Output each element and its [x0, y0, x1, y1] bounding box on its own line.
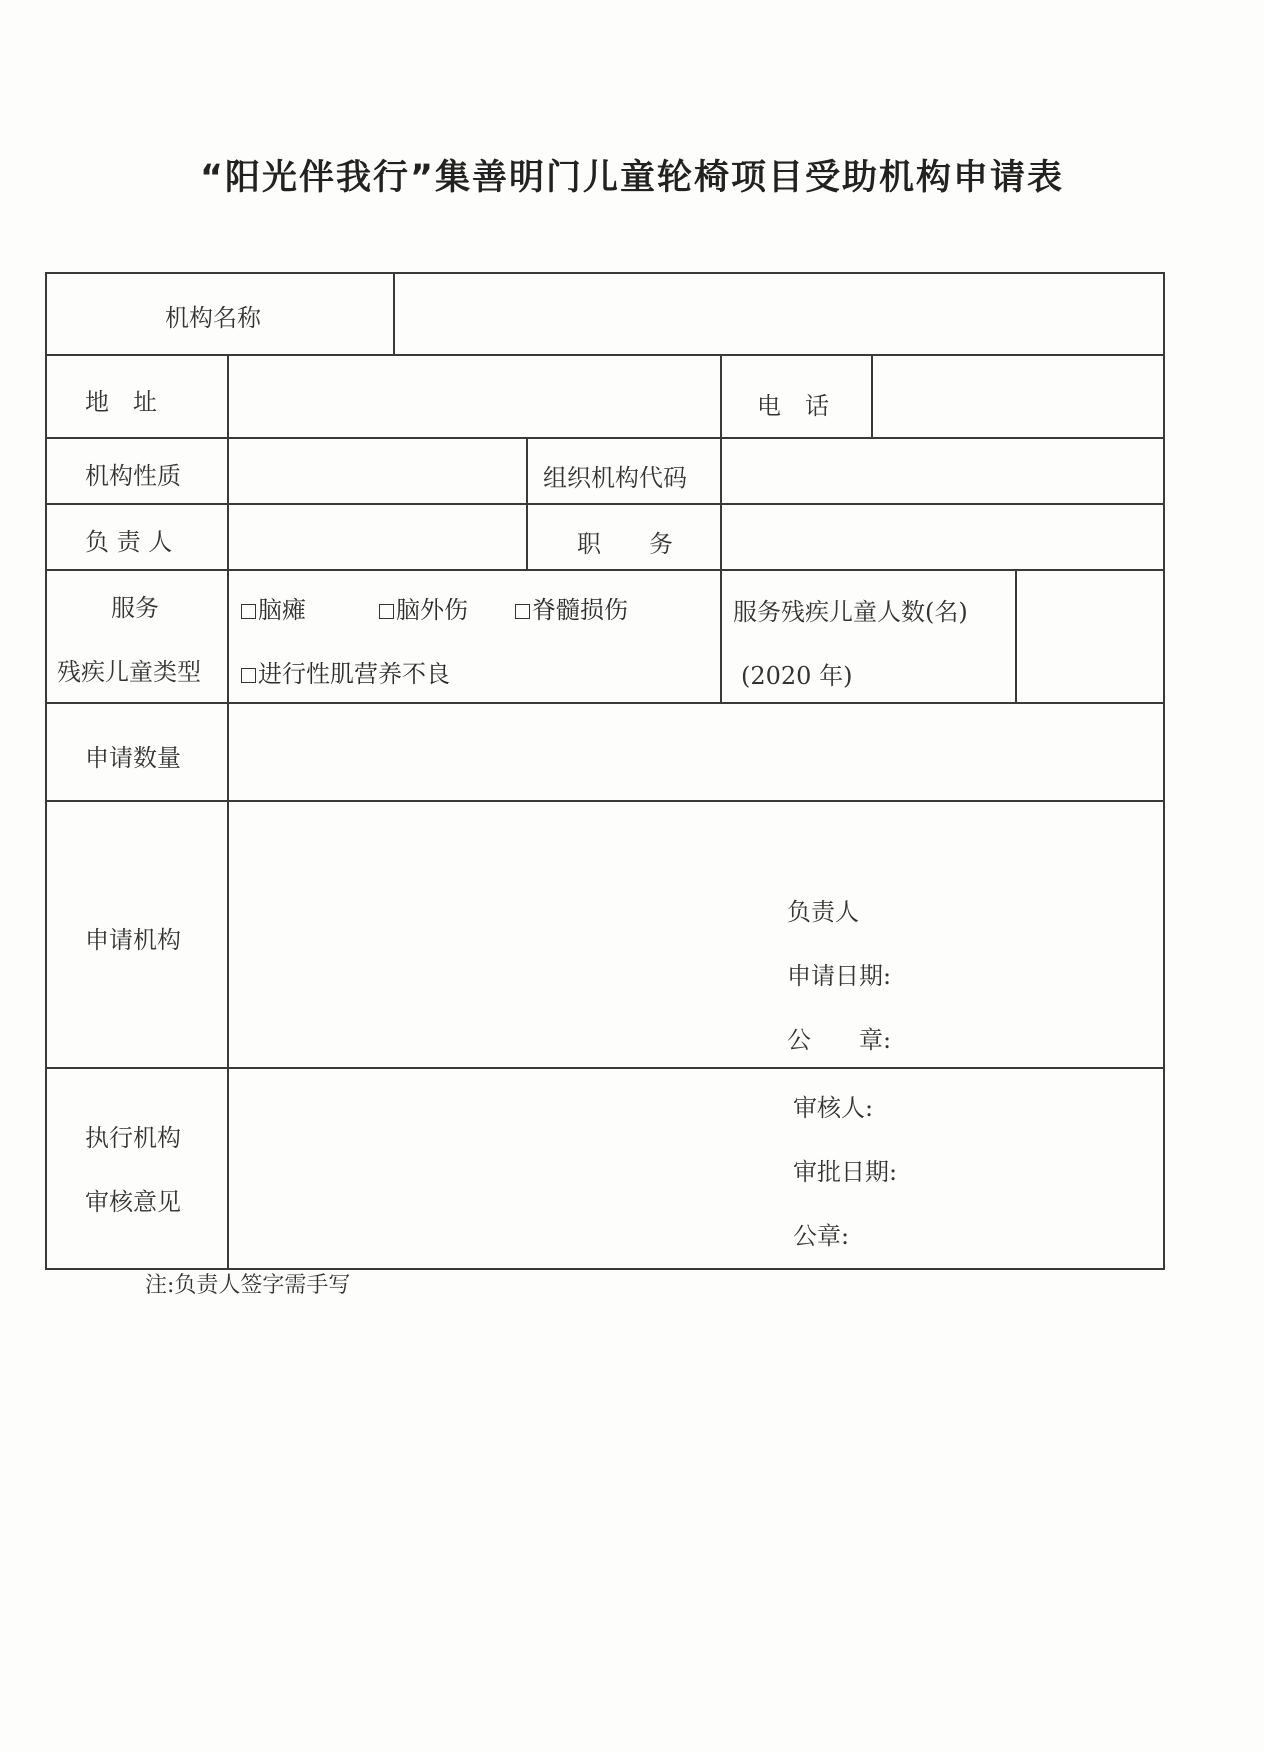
address-label: 地 址 — [85, 388, 157, 416]
org-type-label: 机构性质 — [85, 462, 181, 490]
row-divider — [45, 354, 1165, 356]
applicant-seal: 公 章: — [787, 1026, 892, 1054]
applicant-org-label: 申请机构 — [85, 926, 181, 954]
col-divider — [526, 437, 528, 569]
org-type-field[interactable] — [237, 444, 517, 496]
option-brain-injury[interactable]: 脑外伤 — [379, 590, 468, 625]
quantity-field[interactable] — [237, 710, 1155, 792]
col-divider — [1015, 569, 1017, 702]
org-code-field[interactable] — [730, 444, 1155, 496]
form-title: “阳光伴我行”集善明门儿童轮椅项目受助机构申请表 — [199, 158, 1064, 198]
col-divider — [871, 354, 873, 437]
option-spinal-cord-injury[interactable]: 脊髓损伤 — [515, 590, 628, 625]
row-divider — [45, 702, 1165, 704]
table-border-right — [1163, 272, 1165, 1270]
applicant-person: 负责人 — [787, 898, 859, 926]
org-code-label: 组织机构代码 — [543, 464, 687, 492]
position-field[interactable] — [730, 510, 1155, 562]
option-cerebral-palsy[interactable]: 脑瘫 — [241, 590, 306, 625]
children-count-field[interactable] — [1025, 576, 1155, 694]
approval-date: 审批日期: — [793, 1158, 898, 1186]
position-label: 职 务 — [577, 530, 673, 558]
quantity-label: 申请数量 — [85, 744, 181, 772]
checkbox[interactable] — [241, 604, 256, 619]
phone-field[interactable] — [881, 362, 1156, 428]
row-divider — [45, 437, 1165, 439]
org-name-field[interactable] — [405, 280, 1155, 346]
org-name-label: 机构名称 — [165, 304, 261, 332]
reviewer: 审核人: — [793, 1094, 874, 1122]
checkbox[interactable] — [515, 604, 530, 619]
executor-label-line2: 审核意见 — [85, 1188, 181, 1216]
row-divider — [45, 569, 1165, 571]
service-type-label-line2: 残疾儿童类型 — [57, 658, 201, 686]
phone-label: 电 话 — [757, 392, 829, 420]
applicant-date: 申请日期: — [787, 962, 892, 990]
application-form-table — [45, 272, 1165, 1270]
executor-seal: 公章: — [793, 1222, 850, 1250]
children-count-label-line2: (2020 年) — [741, 662, 853, 690]
checkbox[interactable] — [241, 668, 256, 683]
row-divider — [45, 1067, 1165, 1069]
col-divider — [393, 272, 395, 354]
option-muscular-dystrophy[interactable]: 进行性肌营养不良 — [241, 654, 450, 689]
checkbox[interactable] — [379, 604, 394, 619]
col-divider — [720, 354, 722, 702]
children-count-label-line1: 服务残疾儿童人数(名) — [733, 598, 968, 626]
person-in-charge-field[interactable] — [237, 510, 517, 562]
table-border-left — [45, 272, 47, 1270]
person-in-charge-label: 负 责 人 — [85, 528, 173, 556]
footnote: 注:负责人签字需手写 — [145, 1273, 351, 1298]
executor-label-line1: 执行机构 — [85, 1124, 181, 1152]
row-divider — [45, 503, 1165, 505]
row-divider — [45, 800, 1165, 802]
service-type-label-line1: 服务 — [111, 594, 159, 622]
address-field[interactable] — [237, 362, 712, 428]
col-divider — [227, 354, 229, 1268]
table-border-top — [45, 272, 1165, 274]
